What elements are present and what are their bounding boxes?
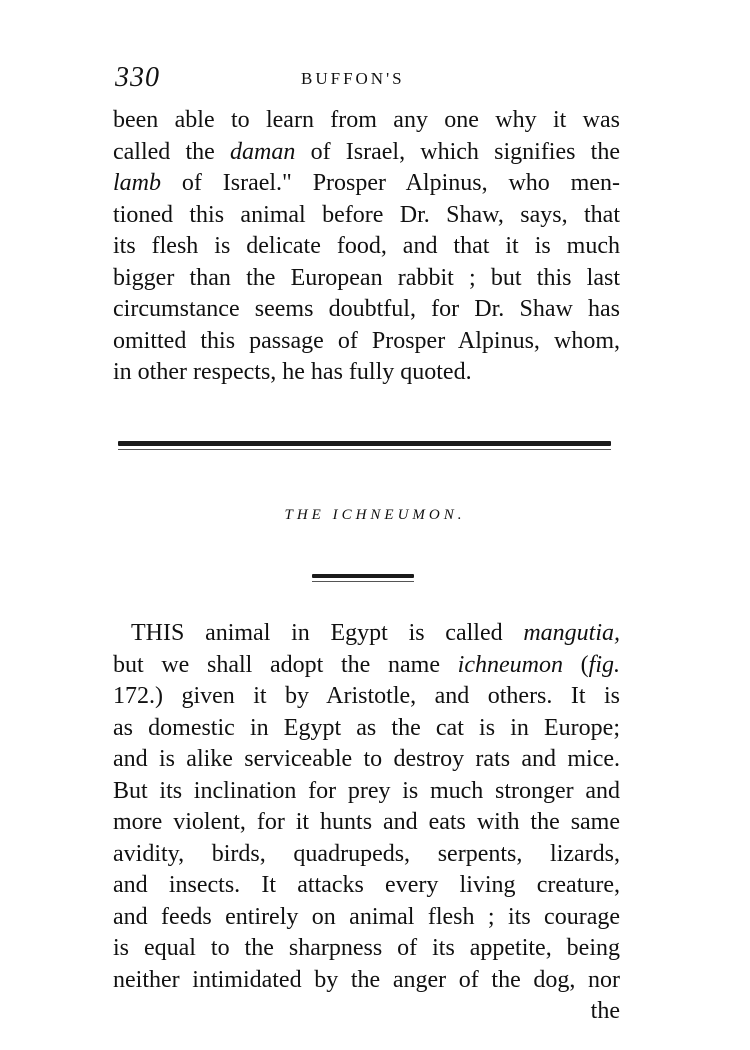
title-ornament-underline: [312, 581, 414, 582]
running-title: BUFFON'S: [301, 69, 405, 88]
running-head: [115, 62, 615, 96]
paragraph-ichneumon: [113, 618, 620, 1028]
catchword: the: [590, 998, 620, 1024]
text-line: is equal to the sharpness of its appetite, being: [113, 935, 620, 961]
italic-term: lamb: [113, 170, 161, 196]
text-line: THIS animal in Egypt is called mangutia,: [131, 620, 620, 646]
page-number: 330: [115, 62, 160, 93]
text-line: 172.) given it by Aristotle, and others. It is: [113, 683, 620, 709]
section-divider-underline: [118, 449, 611, 450]
text-line: and feeds entirely on animal flesh ; its courage: [113, 903, 620, 930]
text-line: bigger than the European rabbit ; but this last: [113, 264, 620, 291]
text-line: lamb of Israel." Prosper Alpinus, who men-: [113, 170, 620, 196]
text-line: and insects. It attacks every living creature,: [113, 872, 620, 898]
italic-term: mangutia,: [523, 620, 620, 646]
section-title: THE ICHNEUMON.: [284, 507, 466, 523]
text-line: avidity, birds, quadrupeds, serpents, lizards,: [113, 840, 620, 867]
italic-term: ichneumon: [457, 651, 563, 678]
text-line: as domestic in Egypt as the cat is in Europe;: [113, 714, 620, 741]
italic-term: fig.: [588, 651, 620, 678]
italic-term: daman: [230, 138, 296, 165]
text-line: called the daman of Israel, which signifies the: [113, 138, 620, 165]
text-line: But its inclination for prey is much stronger and: [113, 777, 620, 804]
title-ornament-rule: [312, 574, 414, 578]
paragraph-daman: [113, 105, 620, 389]
text-line: its flesh is delicate food, and that it is much: [113, 233, 620, 259]
text-line: neither intimidated by the anger of the dog, nor: [113, 966, 620, 993]
text-line: circumstance seems doubtful, for Dr. Shaw has: [113, 296, 620, 322]
text-line: more violent, for it hunts and eats with the same: [113, 809, 620, 835]
text-line: and is alike serviceable to destroy rats and mice.: [113, 746, 620, 772]
text-line: in other respects, he has fully quoted.: [113, 359, 472, 385]
text-line: but we shall adopt the name ichneumon (fig.: [113, 651, 620, 678]
text-line: been able to learn from any one why it was: [113, 107, 620, 133]
text-line: omitted this passage of Prosper Alpinus, whom,: [113, 327, 620, 354]
section-divider: [118, 441, 611, 446]
text-line: tioned this animal before Dr. Shaw, says, that: [113, 201, 620, 228]
